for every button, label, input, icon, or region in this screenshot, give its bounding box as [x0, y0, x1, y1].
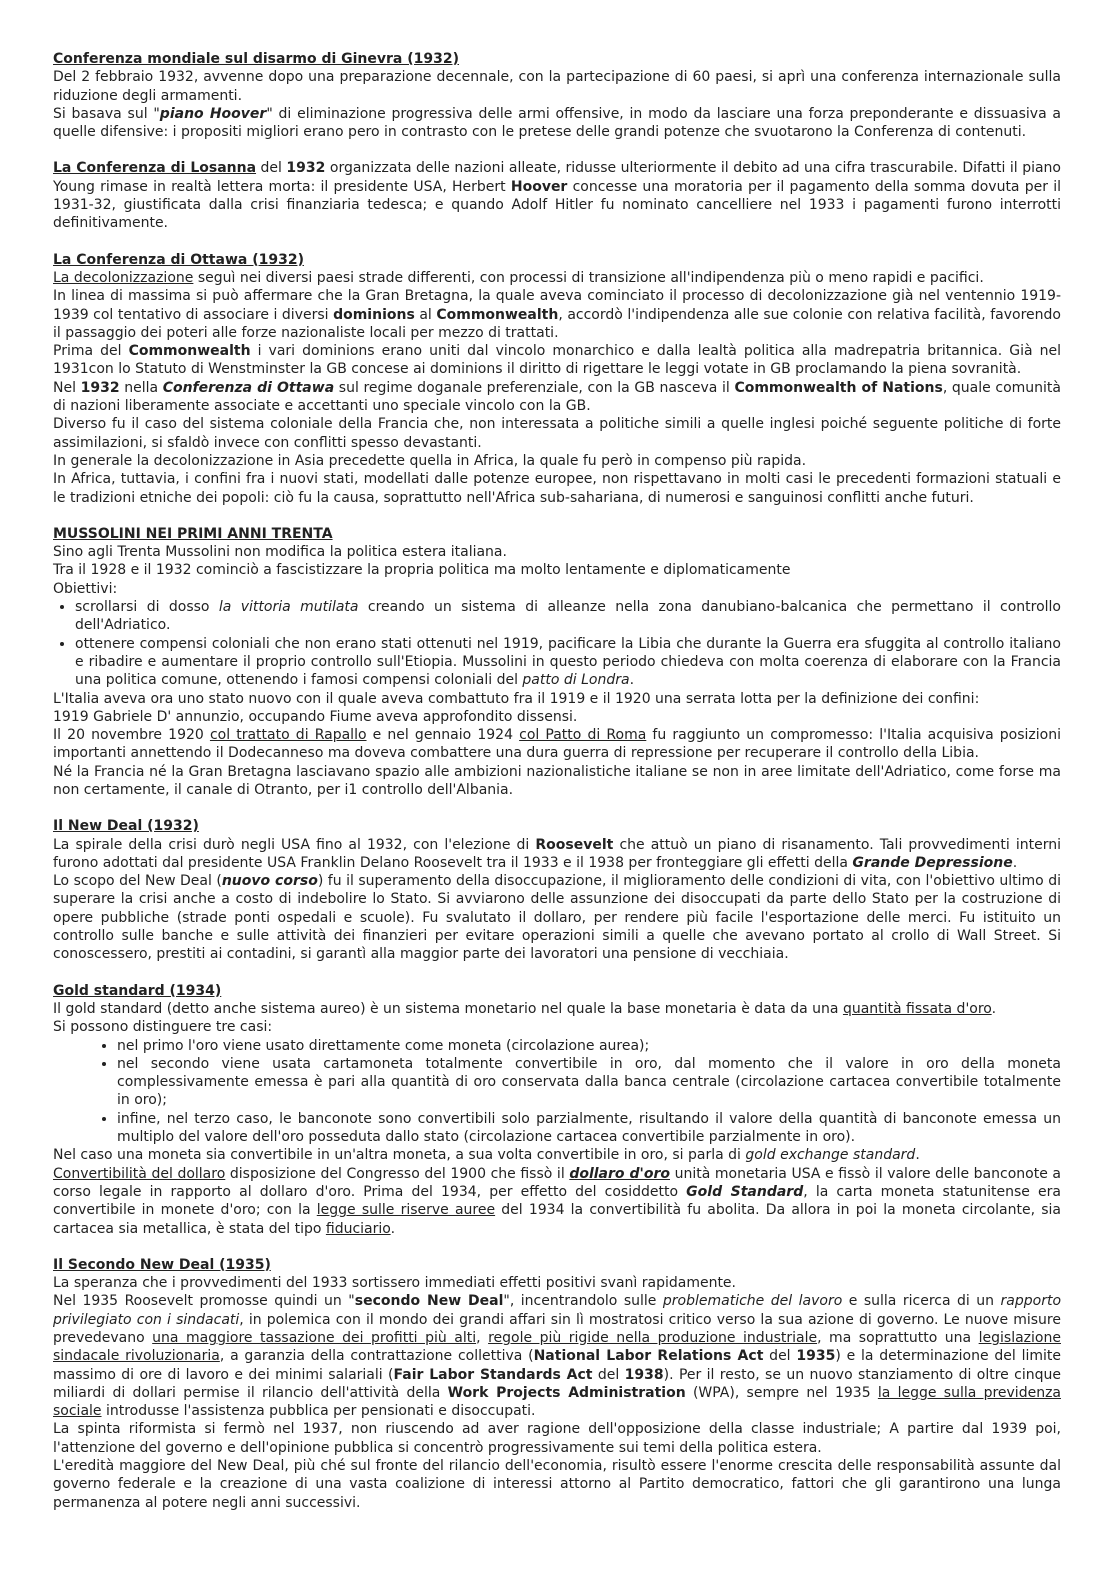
paragraph: L'Italia aveva ora uno stato nuovo con il quale aveva combattuto fra il 1919 e il 1920 una serrata lotta per la definizione dei confini:: [53, 690, 980, 707]
paragraph: La speranza che i provvedimenti del 1933 sortissero immediati effetti positivi svanì rapidamente.: [53, 1275, 736, 1292]
paragraph: L'eredità maggiore del New Deal, più ché sul fronte del rilancio dell'economia, risultò essere l'enorme crescita delle responsabilità assunte dal governo federale e la creazione di una vasta coalizione di interessi attorno al Partito democratico, fattori che gli garantirono una lunga permanenza al potere negli anni successivi.: [53, 1458, 1061, 1511]
cases-list: [53, 1037, 1061, 1147]
paragraph: La spinta riformista si fermò nel 1937, non riuscendo ad aver ragione dell'opposizione della classe industriale; A partire dal 1939 poi, l'attenzione del governo e dell'opinione pubblica si concentrò progressivamente sui temi della politica estera.: [53, 1421, 1061, 1456]
paragraph: Né la Francia né la Gran Bretagna lasciavano spazio alle ambizioni nazionalistiche italiane se non in aree limitate dell'Adriatico, come forse ma non certamente, il canale di Otranto, per i1 controllo dell'Albania.: [53, 763, 1061, 798]
paragraph: In Africa, tuttavia, i confini fra i nuovi stati, modellati dalle potenze europee, non rispettavano in molti casi le precedenti formazioni statuali e le tradizioni etniche dei popoli: ciò fu la causa, soprattutto nell'Africa sub-sahariana, di numerosi e sanguinosi conflitti anche futuri.: [53, 471, 1061, 506]
paragraph: Nel 1932 nella Conferenza di Ottawa sul regime doganale preferenziale, con la GB nasceva il Commonwealth of Nations, quale comunità di nazioni liberamente associate e accettanti uno speciale vincolo con la GB.: [53, 379, 1061, 415]
paragraph: In linea di massima si può affermare che la Gran Bretagna, la quale aveva cominciato il processo di decolonizzazione già nel ventennio 1919-1939 col tentativo di associare i diversi dominions al Commonwealth, accordò l'indipendenza alle sue colonie con relativa facilità, favorendo il passaggio dei poteri alle forze nazionaliste locali per mezzo di trattati.: [53, 288, 1061, 341]
paragraph: Del 2 febbraio 1932, avvenne dopo una preparazione decennale, con la partecipazione di 60 paesi, si aprì una conferenza internazionale sulla riduzione degli armamenti.: [53, 69, 1061, 104]
objectives-list: [53, 598, 1061, 689]
paragraph: Tra il 1928 e il 1932 cominciò a fascistizzare la propria politica ma molto lentamente e diplomaticamente: [53, 562, 791, 579]
paragraph: La spirale della crisi durò negli USA fino al 1932, con l'elezione di Roosevelt che attuò un piano di risanamento. Tali provvedimenti interni furono adottati dal presidente USA Franklin Delano Roosevelt tra il 1933 e il 1938 per fronteggiare gli effetti della Grande Depressione.: [53, 836, 1061, 871]
link-previdenza[interactable]: la legge sulla previdenza sociale: [53, 1384, 1061, 1420]
section-title: La Conferenza di Ottawa (1932): [53, 251, 304, 268]
section-ottawa: [53, 251, 1061, 507]
link-convertibilita[interactable]: Convertibilità del dollaro: [53, 1165, 226, 1182]
section-new-deal: [53, 817, 1061, 963]
paragraph: Lo scopo del New Deal (nuovo corso) fu il superamento della disoccupazione, il miglioramento delle condizioni di vita, con l'obiettivo ultimo di superare la crisi anche a costo di indebolire lo Stato. Si avviarono delle assunzione dei disoccupati da parte dello Stato per la costruzione di opere pubbliche (strade ponti ospedali e scuole). Fu svalutato il dollaro, per rendere più facile l'esportazione delle merci. Fu istituito un controllo sulle banche e sulle attività dei finanzieri per evitare operazioni simili a quelle che avevano portato al crollo di Wall Street. Si conoscessero, prestiti ai contadini, si garantì alla maggior parte dei lavoratori una pensione di vecchiaia.: [53, 873, 1061, 963]
link-rapallo[interactable]: col trattato di Rapallo: [209, 727, 367, 744]
link-fiduciario[interactable]: fiduciario: [325, 1220, 391, 1237]
document-page: [53, 50, 1061, 1530]
link-tassazione[interactable]: una maggiore tassazione dei profitti più alti: [152, 1330, 477, 1346]
section-title: Il Secondo New Deal (1935): [53, 1256, 271, 1273]
link-decolonizzazione[interactable]: La decolonizzazione: [53, 269, 194, 286]
paragraph: Si possono distinguere tre casi:: [53, 1019, 273, 1036]
section-title: Conferenza mondiale sul disarmo di Ginevra (1932): [53, 51, 460, 67]
section-title: Gold standard (1934): [53, 982, 222, 999]
link-dollaro-oro[interactable]: dollaro d'oro: [569, 1165, 670, 1182]
paragraph: La decolonizzazione seguì nei diversi paesi strade differenti, con processi di transizione all'indipendenza più o meno rapidi e pacifici.: [53, 269, 984, 286]
section-ginevra: [53, 50, 1061, 141]
link-quantita-oro[interactable]: quantità fissata d'oro: [842, 1000, 992, 1017]
paragraph: Nel 1935 Roosevelt promosse quindi un "secondo New Deal", incentrandolo sulle problematiche del lavoro e sulla ricerca di un rapporto privilegiato con i sindacati, in polemica con il mondo dei grandi affari sin lì mostratosi critico verso la sua azione di governo. Le nuove misure prevedevano una maggiore tassazione dei profitti più alti, regole più rigide nella produzione industriale, ma soprattutto una legislazione sindacale rivoluzionaria, a garanzia della contrattazione collettiva (National Labor Relations Act del 1935) e la determinazione del limite massimo di ore di lavoro e dei minimi salariali (Fair Labor Standards Act del 1938). Per il resto, se un nuovo stanziamento di oltre cinque miliardi di dollari permise il rilancio dell'attività della Work Projects Administration (WPA), sempre nel 1935 la legge sulla previdenza sociale introdusse l'assistenza pubblica per pensionati e disoccupati.: [53, 1293, 1062, 1420]
paragraph: Nel caso una moneta sia convertibile in un'altra moneta, a sua volta convertibile in oro, si parla di gold exchange standard.: [53, 1147, 920, 1164]
paragraph: Diverso fu il caso del sistema coloniale della Francia che, non interessata a politiche simili a quelle inglesi poiché seguente politiche di forte assimilazioni, si sfaldò invece con conflitti spesso devastanti.: [53, 416, 1061, 451]
section-title: MUSSOLINI NEI PRIMI ANNI TRENTA: [53, 525, 333, 542]
list-item: • ottenere compensi coloniali che non erano stati ottenuti nel 1919, pacificare la Libia che durante la Guerra era sfuggita al controllo italiano e ribadire e aumentare il proprio controllo sull'Etiopia. Mussolini in questo periodo chiedeva con molta coerenza di elaborare con la Francia una politica comune, ottenendo i famosi compensi coloniali del patto di Londra.: [75, 635, 1061, 690]
list-item: • infine, nel terzo caso, le banconote sono convertibili solo parzialmente, risultando il valore della quantità di banconote emessa un multiplo del valore dell'oro posseduta dallo stato (circolazione cartacea convertibile parzialmente in oro).: [117, 1110, 1061, 1147]
list-item: • nel secondo viene usata cartamoneta totalmente convertibile in oro, dal momento che il valore in oro della moneta complessivamente emessa è pari alla quantità di oro conservata dalla banca centrale (circolazione cartacea convertibile totalmente in oro);: [117, 1055, 1061, 1110]
paragraph: Il gold standard (detto anche sistema aureo) è un sistema monetario nel quale la base monetaria è data da una quantità fissata d'oro.: [53, 1000, 997, 1017]
section-secondo-new-deal: [53, 1256, 1061, 1512]
link-regole[interactable]: regole più rigide nella produzione industriale: [488, 1330, 818, 1346]
section-gold-standard: [53, 982, 1061, 1238]
section-title: Il New Deal (1932): [53, 818, 199, 835]
list-item: • scrollarsi di dosso la vittoria mutilata creando un sistema di alleanze nella zona danubiano-balcanica che permettano il controllo dell'Adriatico.: [75, 598, 1061, 635]
paragraph: Il 20 novembre 1920 col trattato di Rapallo e nel gennaio 1924 col Patto di Roma fu raggiunto un compromesso: l'Italia acquisiva posizioni importanti annettendo il Dodecanneso ma doveva combattere una dura guerra di repressione per recuperare il controllo della Libia.: [53, 727, 1061, 762]
paragraph: Obiettivi:: [53, 580, 118, 597]
section-mussolini: [53, 525, 1061, 799]
paragraph: Convertibilità del dollaro disposizione del Congresso del 1900 che fissò il dollaro d'oro unità monetaria USA e fissò il valore delle banconote a corso legale in rapporto al dollaro d'oro. Prima del 1934, per effetto del cosiddetto Gold Standard, la carta moneta statunitense era convertibile in monete d'oro; con la legge sulle riserve auree del 1934 la convertibilità fu abolita. Da allora in poi la moneta circolante, sia cartacea sia metallica, è stata del tipo fiduciario.: [53, 1165, 1061, 1237]
link-legislazione[interactable]: legislazione sindacale rivoluzionaria: [53, 1330, 1061, 1365]
link-patto-roma[interactable]: col Patto di Roma: [519, 727, 647, 744]
section-losanna: [53, 159, 1061, 232]
paragraph: Prima del Commonwealth i vari dominions erano uniti dal vincolo monarchico e dalla lealtà politica alla madrepatria britannica. Già nel 1931con lo Statuto di Wenstminster la GB concese ai dominions il diritto di rigettare le leggi votate in GB proclamando la piena sovranità.: [53, 343, 1061, 378]
paragraph: Sino agli Trenta Mussolini non modifica la politica estera italiana.: [53, 544, 507, 561]
paragraph: Si basava sul "piano Hoover" di eliminazione progressiva delle armi offensive, in modo da lasciare una forza preponderante e dissuasiva a quelle difensive: i propositi migliori erano pero in contrasto con le pretese delle grandi potenze che svuotarono la Conferenza di contenuti.: [53, 105, 1061, 141]
list-item: • nel primo l'oro viene usato direttamente come moneta (circolazione aurea);: [117, 1037, 1061, 1055]
paragraph: In generale la decolonizzazione in Asia precedette quella in Africa, la quale fu però in compenso più rapida.: [53, 452, 807, 469]
paragraph: La Conferenza di Losanna del 1932 organizzata delle nazioni alleate, ridusse ulteriormente il debito ad una cifra trascurabile. Difatti il piano Young rimase in realtà lettera morta: il presidente USA, Herbert Hoover concesse una moratoria per il pagamento della somma dovuta per il 1931-32, giustificata dalla crisi finanziaria tedesca; e quando Adolf Hitler fu nominato cancelliere nel 1933 i pagamenti furono interrotti definitivamente.: [53, 160, 1061, 232]
link-riserve-auree[interactable]: legge sulle riserve auree: [316, 1202, 496, 1219]
paragraph: 1919 Gabriele D' annunzio, occupando Fiume aveva approfondito dissensi.: [53, 708, 578, 725]
